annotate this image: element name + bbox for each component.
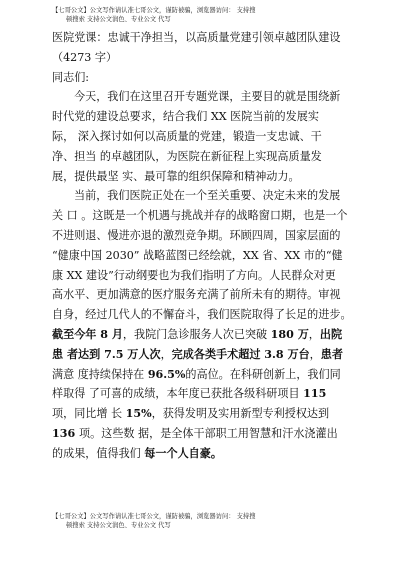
bold-run: 96.5%: [147, 367, 186, 381]
bold-run: 患 者达到: [52, 347, 105, 361]
paragraph-1-line: 展，提供最坚 实、最可靠的组织保障和精神动力。: [52, 169, 300, 183]
paragraph-2-line: 当前，我们医院正处在一个至关重要、决定未来的发展: [74, 189, 341, 203]
text-run: 的高位。在科研创新上，我们同: [185, 367, 341, 381]
paragraph-2-line: “健康中国 2030” 战略蓝图已经绘就，XX 省、XX 市的“健: [52, 248, 343, 262]
text-run: ，: [309, 347, 321, 361]
page-footer: [52, 512, 256, 530]
paragraph-3-line: [52, 444, 360, 464]
paragraph-3: [52, 325, 360, 464]
document-title-line-1: 医院党课：忠诚干净担当，以高质量党建引领卓越团队建设: [52, 31, 341, 44]
document-title-line-2: （4273 字）: [52, 50, 118, 64]
paragraph-2-line: 关 口 。这既是一个机遇与挑战并存的战略窗口期，也是一个: [52, 209, 348, 223]
paragraph-1-line: 时代党的建设总要求，结合我们 XX 医院当前的发展实: [52, 110, 319, 124]
bold-run: 出院: [319, 327, 343, 341]
bold-run: 完成各类手术超过: [171, 347, 265, 361]
paragraph-1: [52, 87, 360, 186]
paragraph-1-line: 今天，我们在这里召开专题党课，主要目的就是围绕新: [74, 90, 341, 104]
paragraph-1-line: 际， 深入探讨如何以高质量的党建，锻造一支忠诚、干: [52, 129, 322, 143]
bold-run: 7.5 万人次: [104, 347, 161, 361]
paragraph-2-line: 高水平、更加满意的医疗服务充满了前所未有的期待。审视: [52, 288, 341, 302]
bold-run: 患者: [320, 347, 343, 361]
text-run: ，: [160, 347, 172, 361]
paragraph-2-line: 康 XX 建设”行动纲要也为我们指明了方向。人民群众对更: [52, 268, 336, 282]
text-run: ，我院门急诊服务人次已突破: [122, 327, 271, 341]
text-run: 项。这些数 据，是全体干部职工用智慧和汗水浇灌出: [79, 426, 338, 440]
paragraph-3-line: [52, 424, 360, 444]
footer-line-2: 顿搜索 支持公文润色、专业公文 代写: [66, 522, 171, 529]
bold-run: 截至今年 8 月: [52, 327, 123, 341]
paragraph-3-line: [52, 384, 360, 404]
text-run: ，获得发明及实用新型专利授权达到: [151, 407, 330, 421]
bold-run: 180 万: [270, 327, 309, 341]
footer-line-1: 【七哥公文】公文写作请认准七哥公文，谨防被骗，浏览器访问： 支持搜: [52, 513, 256, 520]
header-line-2: 顿搜索 支持公文润色、专业公文 代写: [66, 16, 171, 23]
text-run: ，: [308, 327, 320, 341]
paragraph-3-line: [52, 404, 360, 424]
text-run: 满意 度持续保持在: [52, 367, 148, 381]
paragraph-2-line: 自身，经过几代人的不懈奋斗，我们医院取得了长足的进步。: [52, 308, 352, 322]
salutation: 同志们:: [52, 70, 90, 84]
paragraph-3-line: [52, 325, 360, 345]
document-body: [52, 28, 360, 464]
bold-run: 每一个人自豪。: [144, 446, 222, 460]
text-run: 的成果，值得我们: [52, 446, 145, 460]
paragraph-2-line: 不进则退、慢进亦退的激烈竞争期。环顾四周，国家层面的: [52, 228, 341, 242]
paragraph-1-line: 净、担当 的卓越团队，为医院在新征程上实现高质量发: [52, 149, 322, 163]
page-header: [52, 6, 256, 24]
text-run: 样取得 了可喜的成绩，本年度已获批各级科研项目: [52, 387, 304, 401]
text-run: 项，同比增 长: [52, 407, 126, 421]
paragraph-3-line: [52, 365, 360, 385]
bold-run: 115: [303, 387, 327, 401]
header-line-1: 【七哥公文】公文写作请认准七哥公文，谨防被骗，浏览器访问： 支持搜: [52, 7, 256, 14]
bold-run: 3.8 万台: [264, 347, 310, 361]
paragraph-3-line: [52, 345, 360, 365]
bold-run: 136: [52, 426, 80, 440]
bold-run: 15%: [125, 407, 152, 421]
paragraph-2: [52, 186, 360, 325]
